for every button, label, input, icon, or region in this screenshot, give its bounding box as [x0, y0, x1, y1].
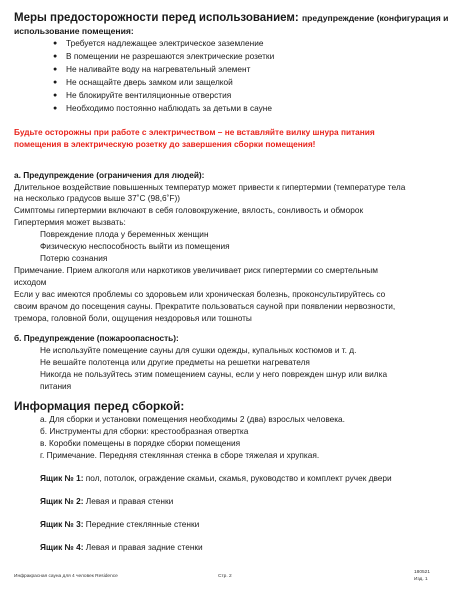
- bullet-dot: ●: [53, 40, 58, 47]
- assembly-heading: Информация перед сборкой:: [14, 399, 185, 413]
- list-item: Необходимо постоянно наблюдать за детьми в сауне: [66, 103, 272, 113]
- section-a-note: своим врачом до посещения сауны. Прекратите пользоваться сауной при появлении нервозности,: [14, 301, 396, 311]
- section-a-effect: Потерю сознания: [40, 253, 108, 263]
- page-title: [14, 12, 448, 25]
- box-contents: Левая и правая задние стенки: [85, 542, 203, 552]
- list-item: Не блокируйте вентиляционные отверстия: [66, 90, 232, 100]
- box-label: Ящик № 1:: [40, 473, 84, 483]
- footer-doc-code: 180521: [414, 570, 431, 575]
- section-b-line: питания: [40, 381, 72, 391]
- box-label: Ящик № 3:: [40, 519, 84, 529]
- section-b-heading: б. Предупреждение (пожароопасность):: [14, 333, 179, 343]
- assembly-item: в. Коробки помещены в порядке сборки помещения: [40, 438, 241, 448]
- section-a-note: Если у вас имеются проблемы со здоровьем или хроническая болезнь, проконсультируйтесь со: [14, 289, 386, 299]
- list-item: Требуется надлежащее электрическое заземление: [66, 38, 264, 48]
- title-sub-continued: использование помещения:: [14, 26, 134, 36]
- section-a-note: исходом: [14, 277, 47, 287]
- box-label: Ящик № 2:: [40, 496, 84, 506]
- footer-product-name: Инфракрасная сауна для 4 человек Residence: [14, 574, 118, 579]
- section-b-line: Никогда не пользуйтесь этим помещением сауны, если у него поврежден шнур или вилка: [40, 369, 388, 379]
- section-a-heading: а. Предупреждение (ограничения для людей):: [14, 170, 205, 180]
- list-item: Не наливайте воду на нагревательный элемент: [66, 64, 251, 74]
- section-a-line: Симптомы гипертермии включают в себя головокружение, вялость, сонливость и обморок: [14, 205, 364, 215]
- list-item: В помещении не разрешаются электрические розетки: [66, 51, 275, 61]
- box-item: [40, 542, 203, 553]
- assembly-item: б. Инструменты для сборки: крестообразная отвертка: [40, 426, 249, 436]
- section-a-effect: Повреждение плода у беременных женщин: [40, 229, 209, 239]
- box-contents: пол, потолок, ограждение скамьи, скамья, руководство и комплект ручек двери: [85, 473, 392, 483]
- bullet-dot: ●: [53, 53, 58, 60]
- assembly-item: а. Для сборки и установки помещения необходимы 2 (два) взрослых человека.: [40, 414, 345, 424]
- section-b-line: Не используйте помещение сауны для сушки одежды, купальных костюмов и т. д.: [40, 345, 357, 355]
- section-a-effect: Физическую неспособность выйти из помещения: [40, 241, 230, 251]
- box-label: Ящик № 4:: [40, 542, 84, 552]
- electrical-warning-line-2: помещения в электрическую розетку до завершения сборки помещения!: [14, 139, 316, 149]
- title-main: Меры предосторожности перед использованием:: [14, 12, 299, 24]
- box-item: [40, 473, 392, 484]
- electrical-warning-line-1: Будьте осторожны при работе с электричеством – не вставляйте вилку шнура питания: [14, 127, 375, 137]
- title-sub: предупреждение (конфигурация и: [301, 13, 449, 23]
- bullet-dot: ●: [53, 105, 58, 112]
- assembly-item: г. Примечание. Передняя стеклянная стенка в сборе тяжелая и хрупкая.: [40, 450, 320, 460]
- box-contents: Передние стеклянные стенки: [85, 519, 200, 529]
- box-item: [40, 519, 199, 530]
- box-contents: Левая и правая стенки: [85, 496, 174, 506]
- footer-page-number: Стр. 2: [218, 574, 232, 579]
- section-a-line: на несколько градусов выше 37˚C (98,6˚F)): [14, 193, 181, 203]
- section-b-line: Не вешайте полотенца или другие предметы на решетки нагревателя: [40, 357, 310, 367]
- box-item: [40, 496, 173, 507]
- list-item: Не оснащайте дверь замком или защелкой: [66, 77, 233, 87]
- bullet-dot: ●: [53, 79, 58, 86]
- bullet-dot: ●: [53, 92, 58, 99]
- section-a-note: тремора, головной боли, ощущения нездоровья или тошноты: [14, 313, 252, 323]
- bullet-dot: ●: [53, 66, 58, 73]
- footer-revision: Изд. 1: [414, 577, 428, 582]
- section-a-line: Длительное воздействие повышенных температур может привести к гипертермии (температуре тела: [14, 182, 406, 192]
- section-a-note: Примечание. Прием алкоголя или наркотиков увеличивает риск гипертермии со смертельным: [14, 265, 378, 275]
- section-a-line: Гипертермия может вызвать:: [14, 217, 126, 227]
